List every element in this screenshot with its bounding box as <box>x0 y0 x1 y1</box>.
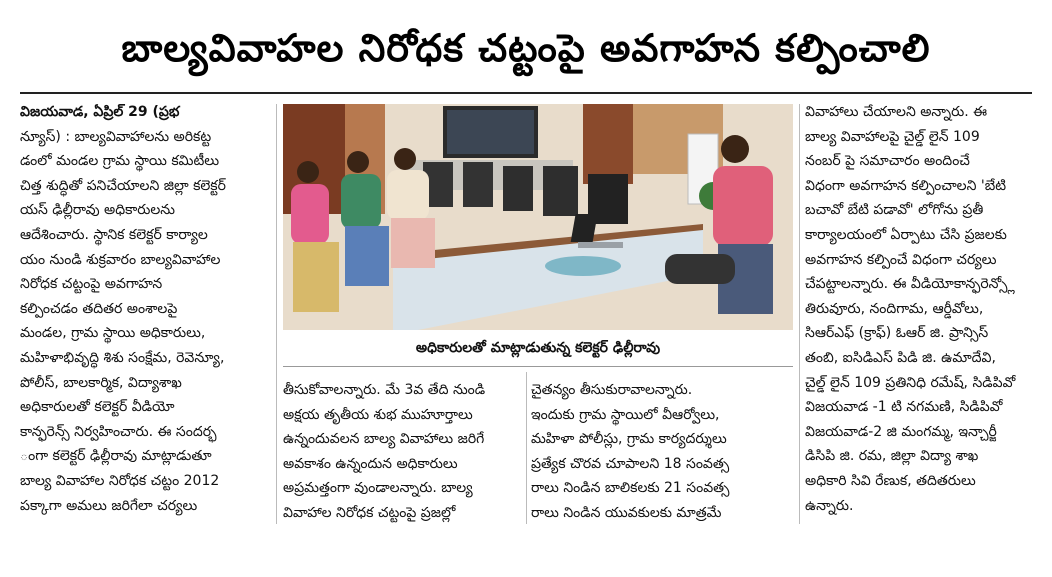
article-line: ఆదేశించారు. స్థానిక కలెక్టర్ కార్యాల <box>20 226 208 243</box>
article-line: వివాహాలు చేయాలని అన్నారు. ఈ <box>805 104 988 120</box>
article-line: నిరోధక చట్టంపై అవగాహన <box>20 276 163 293</box>
article-line: విజయవాడ -1 టి నగమణి, సిడిపివో <box>805 399 1003 416</box>
caption-rule <box>283 366 793 367</box>
article-line: ఉన్నారు. <box>805 497 854 514</box>
column-middle-2 <box>531 378 793 528</box>
article-line: మండల, గ్రామ స్థాయి అధికారులు, <box>20 325 206 342</box>
column-divider <box>799 104 800 524</box>
column-divider <box>276 104 277 524</box>
article-line: బాల్య వివాహాల నిరోధక చట్టం 2012 <box>20 472 220 489</box>
article-line: విజయవాడ, ఏప్రిల్ 29 (ప్రభ <box>20 104 180 120</box>
article-line: మహిళాభివృద్ధి శిశు సంక్షేమ, రెవెన్యూ, <box>20 349 225 366</box>
headline: బాల్యవివాహల నిరోధక చట్టంపై అవగాహన కల్పించాలి <box>121 26 931 70</box>
meeting-photo-illustration <box>283 104 793 330</box>
column-middle-1 <box>283 378 521 528</box>
article-line: రాలు నిండిన యువకులకు మాత్రమే <box>531 504 722 521</box>
article-line: అప్రమత్తంగా వుండాలన్నారు. బాల్య <box>283 480 473 497</box>
article-line: డిసిపి జి. రమ, జిల్లా విద్యా శాఖ <box>805 448 979 465</box>
article-line: వివాహాల నిరోధక చట్టంపై ప్రజల్లో <box>283 504 456 521</box>
article-line: కల్పించడం తదితర అంశాలపై <box>20 300 178 317</box>
article-line: అవగాహన కల్పించే విధంగా చర్యలు <box>805 251 997 268</box>
article-line: చైతన్యం తీసుకురావాలన్నారు. <box>531 382 693 398</box>
article-line: చేపట్టాలన్నారు. ఈ వీడియోకాన్ఫరెన్స్లో <box>805 276 1015 293</box>
article-line: బాల్య వివాహాలపై చైల్డ్ లైన్ 109 <box>805 128 980 145</box>
article-line: ప్రత్యేక చొరవ చూపాలని 18 సంవత్స <box>531 455 730 472</box>
article-line: ంగా కలెక్టర్ ఢిల్లీరావు మాట్లాడుతూ <box>20 448 212 465</box>
article-line: పోలీస్, బాలకార్మిక, విద్యాశాఖ <box>20 374 182 391</box>
photo-caption: అధికారులతో మాట్లాడుతున్న కలెక్టర్ ఢిల్లీరావు <box>415 340 661 356</box>
article-line: విధంగా అవగాహన కల్పించాలని 'బేటి <box>805 177 1007 194</box>
article-line: అధికారి సివి రేణుక, తదితరులు <box>805 472 976 489</box>
article-line: అవకాశం ఉన్నందున అధికారులు <box>283 455 458 472</box>
article-line: తంబి, ఐసిడిఎస్ పిడి జి. ఉమాదేవి, <box>805 349 996 366</box>
article-line: తీసుకోవాలన్నారు. మే 3వ తేది నుండి <box>283 382 486 398</box>
column-right <box>805 100 1045 530</box>
column-divider <box>526 372 527 524</box>
headline-rule <box>20 92 1032 94</box>
article-line: నంబర్ పై సమాచారం అందించే <box>805 153 970 170</box>
article-line: విజయవాడ-2 జి మంగమ్మ, ఇన్చార్జీ <box>805 423 997 440</box>
column-left <box>20 100 270 530</box>
article-line: యం నుండి శుక్రవారం బాల్యవివాహాల <box>20 251 221 268</box>
article-line: అక్షయ తృతీయ శుభ ముహూర్తాలు <box>283 406 473 423</box>
article-line: ఇందుకు గ్రామ స్థాయిలో వీఆర్వోలు, <box>531 406 720 423</box>
article-line: మహిళా పోలీస్లు, గ్రామ కార్యదర్శులు <box>531 431 727 448</box>
article-line: కాన్ఫరెన్స్ నిర్వహించారు. ఈ సందర్భ <box>20 423 217 440</box>
article-line: చిత్త శుద్ధితో పనిచేయాలని జిల్లా కలెక్టర్ <box>20 177 226 194</box>
article-line: కార్యాలయంలో ఏర్పాటు చేసి ప్రజలకు <box>805 226 1007 243</box>
article-line: పక్కాగా అమలు జరిగేలా చర్యలు <box>20 497 198 514</box>
article-line: డంలో మండల గ్రామ స్థాయి కమిటీలు <box>20 153 220 170</box>
article-line: న్యూస్) : బాల్యవివాహాలను అరికట్ట <box>20 128 212 145</box>
article-line: బచావో బేటి పడావో' లోగోను ప్రతీ <box>805 202 984 219</box>
news-photo <box>283 104 793 330</box>
article-line: సిఆర్ఎఫ్ (క్రాఫ్) ఓఆర్ జి. ప్రాన్సిస్ <box>805 325 989 342</box>
article-line: రాలు నిండిన బాలికలకు 21 సంవత్స <box>531 480 730 497</box>
article-line: చైల్డ్ లైన్ 109 ప్రతినిధి రమేష్, సిడిపివో <box>805 374 1016 391</box>
article-line: ఉన్నందువలన బాల్య వివాహాలు జరిగే <box>283 431 485 448</box>
article-line: తిరువూరు, నందిగామ, ఆర్డీవోలు, <box>805 300 984 317</box>
article-line: అధికారులతో కలెక్టర్ వీడియో <box>20 399 175 416</box>
article-line: యస్ ఢిల్లీరావు అధికారులను <box>20 202 175 219</box>
